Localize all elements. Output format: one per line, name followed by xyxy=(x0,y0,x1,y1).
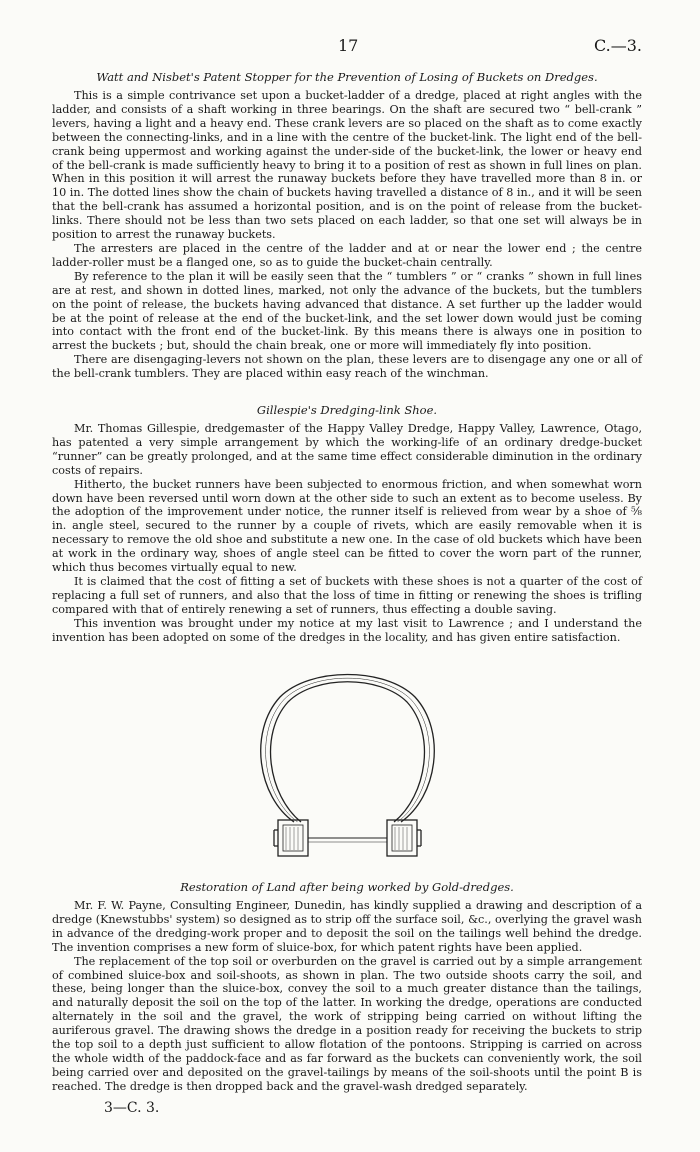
paragraph: It is claimed that the cost of fitting a set of buckets with these shoes is not a quarter of the cost of replacing a full set of runners, and also that the loss of time in fitting or renewing the shoes is trifling compared with that of entirely renewing a set of runners, thus effecting a double saving. xyxy=(52,574,642,616)
paragraph: The arresters are placed in the centre of the ladder and at or near the lower end ; the centre ladder-roller must be a flanged one, so as to guide the bucket-chain centrally. xyxy=(52,241,642,269)
paragraph: By reference to the plan it will be easily seen that the “ tumblers ” or “ cranks ” shown in full lines are at rest, and shown in dotted lines, marked, not only the advance of the buckets, but the tumblers on the point of release, the buckets having advanced that distance. A set further up the ladder would be at the point of release at the end of the bucket-link, and the set lower down would just be coming into contact with the front end of the bucket-link. By this means there is always one in position to arrest the buckets ; but, should the chain break, one or more will immediately fly into position. xyxy=(52,269,642,353)
page-number: 17 xyxy=(338,36,359,55)
section-restoration-of-land xyxy=(52,880,642,1094)
link-inner-outline xyxy=(271,682,425,822)
section-gillespie xyxy=(52,403,642,645)
section-title: Restoration of Land after being worked by Gold-dredges. xyxy=(180,880,514,894)
section-title: Watt and Nisbet's Patent Stopper for the Prevention of Losing of Buckets on Dredges. xyxy=(96,70,598,84)
left-shoe xyxy=(278,820,308,856)
page-header xyxy=(0,36,700,56)
paragraph: The replacement of the top soil or overburden on the gravel is carried out by a simple arrangement of combined sluice-box and soil-shoots, as shown in plan. The two outside shoots carry the soil, and these, being longer than the sluice-box, convey the soil to a much greater distance than the tailings, and naturally deposit the soil on the top of the latter. In working the dredge, operations are conducted alternately in the soil and the gravel, the work of stripping being carried on without lifting the auriferous gravel. The drawing shows the dredge in a position ready for receiving the buckets to strip the top soil to a depth just sufficient to allow flotation of the pontoons. Stripping is carried on across the whole width of the paddock-face and as far forward as the buckets can conveniently work, the soil being carried over and deposited on the gravel-tailings by means of the soil-shoots until the point B is reached. The dredge is then dropped back and the gravel-wash dredged separately. xyxy=(52,954,642,1093)
document-reference: C.—3. xyxy=(593,36,642,55)
paragraph: This invention was brought under my notice at my last visit to Lawrence ; and I understand the invention has been adopted on some of the dredges in the locality, and has given entire satisfaction. xyxy=(52,616,642,644)
paragraph: This is a simple contrivance set upon a bucket-ladder of a dredge, placed at right angles with the ladder, and consists of a shaft working in three bearings. On the shaft are secured two “ bell-crank ” levers, having a light and a heavy end. These crank levers are so placed on the shaft as to come exactly between the connecting-links, and in a line with the centre of the bucket-link. The light end of the bell-crank being uppermost and working against the under-side of the bucket-link, the lower or heavy end of the bell-crank is made sufficiently heavy to bring it to a position of rest as shown in full lines on plan. When in this position it will arrest the runaway buckets before they have travelled more than 8 in. or 10 in. The dotted lines show the chain of buckets having travelled a distance of 8 in., and it will be seen that the bell-crank has assumed a horizontal position, and is on the point of release from the bucket-links. There should not be less than two sets placed on each ladder, so that one set will always be in position to arrest the runaway buckets. xyxy=(52,89,642,242)
page-footer-signature: 3—C. 3. xyxy=(104,1100,160,1116)
dredge-link-shoe-drawing xyxy=(250,662,445,867)
right-shoe xyxy=(387,820,417,856)
paragraph: Hitherto, the bucket runners have been subjected to enormous friction, and when somewhat worn down have been reversed until worn down at the other side to such an extent as to become useless. By the adoption of the improvement under notice, the runner itself is relieved from wear by a shoe of ⅝ in. angle steel, secured to the runner by a couple of rivets, which are easily removable when it is necessary to remove the old shoe and substitute a new one. In the case of old buckets which have been at work in the ordinary way, shoes of angle steel can be fitted to cover the worn part of the runner, which thus becomes virtually equal to new. xyxy=(52,477,642,575)
paragraph: There are disengaging-levers not shown on the plan, these levers are to disengage any one or all of the bell-crank tumblers. They are placed within easy reach of the winchman. xyxy=(52,353,642,381)
link-shoe-diagram xyxy=(250,662,445,867)
paragraph: Mr. Thomas Gillespie, dredgemaster of the Happy Valley Dredge, Happy Valley, Lawrence, Otago, has patented a very simple arrangement by which the working-life of an ordinary dredge-bucket “runner” can be greatly prolonged, and at the same time effect considerable diminution in the ordinary costs of repairs. xyxy=(52,422,642,477)
section-title: Gillespie's Dredging-link Shoe. xyxy=(256,403,438,417)
paragraph: Mr. F. W. Payne, Consulting Engineer, Dunedin, has kindly supplied a drawing and description of a dredge (Knewstubbs' system) so designed as to strip off the surface soil, &c., overlying the gravel wash in advance of the dredging-work proper and to deposit the soil on the tailings well behind the dredge. The invention comprises a new form of sluice-box, for which patent rights have been applied. xyxy=(52,899,642,954)
section-watt-nisbet xyxy=(52,70,642,381)
